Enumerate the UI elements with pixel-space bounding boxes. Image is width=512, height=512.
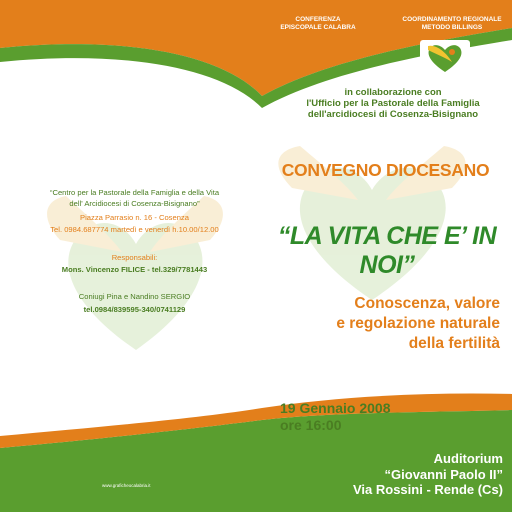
centro-line-1: “Centro per la Pastorale della Famiglia e della Vita xyxy=(49,188,220,197)
footer-url: www.graficheocalabria.it xyxy=(102,483,151,488)
responsabile-contact: Mons. Vincenzo FILICE - tel.329/7781443 xyxy=(61,265,208,274)
venue-line-3: Via Rossini - Rende (Cs) xyxy=(352,482,503,497)
address-line-2: Tel. 0984.687774 martedì e venerdì h.10.00/12.00 xyxy=(50,225,219,234)
header-right xyxy=(398,16,506,32)
responsabili-label: Responsabili: xyxy=(111,253,158,262)
venue-line-2: “Giovanni Paolo II” xyxy=(384,466,503,482)
address-line-1: Piazza Parrasio n. 16 - Cosenza xyxy=(80,213,189,222)
header-right-line-1: COORDINAMENTO REGIONALE xyxy=(402,16,502,23)
header-left xyxy=(268,16,368,32)
subtitle xyxy=(276,294,500,354)
venue xyxy=(318,451,503,498)
centro-address xyxy=(22,212,247,236)
coniugi-contact: Coniugi Pina e Nandino SERGIO xyxy=(78,292,191,301)
convegno-heading: CONVEGNO DIOCESANO xyxy=(281,160,490,180)
event-day: 19 Gennaio 2008 xyxy=(280,400,391,416)
header-left-line-2: EPISCOPALE CALABRA xyxy=(280,24,356,31)
event-time: ore 16:00 xyxy=(280,417,342,433)
event-date xyxy=(280,400,391,434)
subtitle-line-1: Conoscenza, valore xyxy=(354,295,500,312)
centro-name xyxy=(22,188,247,209)
collab-line-2: l'Ufficio per la Pastorale della Famiglia xyxy=(306,98,480,109)
centro-line-2: dell' Arcidiocesi di Cosenza-Bisignano” xyxy=(69,198,200,208)
coniugi-phone: tel.0984/839595-340/0741129 xyxy=(83,305,186,314)
collab-line-1: in collaborazione con xyxy=(344,87,442,98)
main-title: “LA VITA CHE E’ IN NOI” xyxy=(277,222,497,279)
subtitle-line-3: della fertilità xyxy=(408,335,500,352)
venue-line-1: Auditorium xyxy=(433,451,503,466)
collab-line-3: dell'arcidiocesi di Cosenza-Bisignano xyxy=(307,109,479,120)
collaboration-text xyxy=(288,87,498,120)
header-left-line-1: CONFERENZA xyxy=(295,16,341,23)
subtitle-line-2: e regolazione naturale xyxy=(336,315,500,332)
header-right-line-2: METODO BILLINGS xyxy=(421,24,483,31)
